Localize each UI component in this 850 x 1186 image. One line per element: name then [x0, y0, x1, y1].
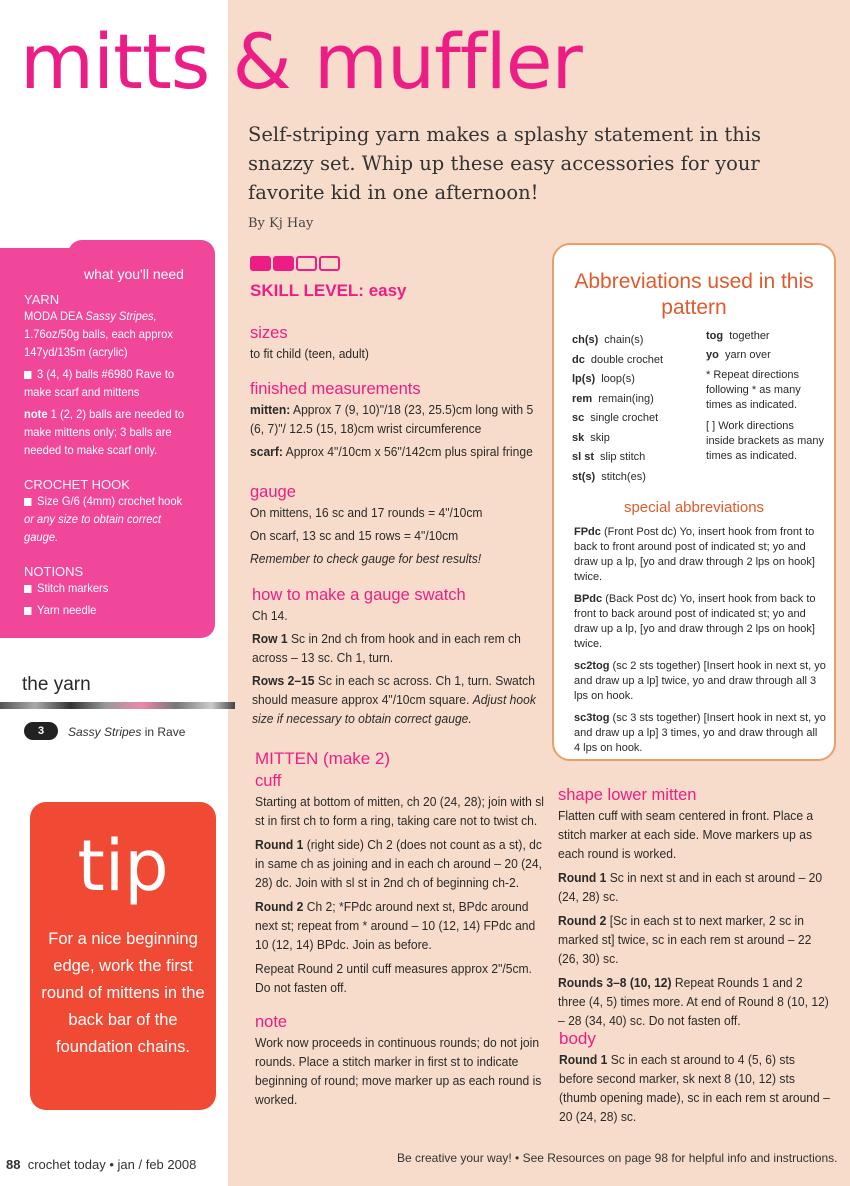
mitten-heading: MITTEN (make 2) — [255, 749, 391, 768]
scarf-label: scarf: — [250, 444, 283, 459]
lower-r3-label: Rounds 3–8 (10, 12) — [558, 975, 672, 990]
abbr-key: yo — [706, 349, 719, 361]
skill-segment — [296, 256, 317, 271]
abbr-item — [572, 390, 663, 410]
abbr-item — [572, 370, 663, 390]
abbr-item — [572, 351, 663, 371]
abbr-value: chain(s) — [604, 334, 644, 346]
abbr-value: double crochet — [590, 353, 664, 366]
cuff-heading: cuff — [255, 772, 282, 790]
yarn-weight-icon: 3 — [24, 722, 58, 740]
bullet-icon — [24, 498, 31, 506]
special-item — [574, 525, 826, 585]
abbreviation-list — [572, 331, 663, 487]
what-you-need-title: what you'll need — [84, 266, 184, 282]
repeat-text: Repeat Round 2 until cuff measures approx 2"/5cm. Do not fasten off. — [255, 961, 532, 995]
body-section — [559, 1028, 829, 1126]
special-value: (sc 2 sts together) [Insert hook in next st, yo and draw up a lp] twice, yo and draw through all 3 lps on hook. — [574, 660, 826, 702]
abbr-item — [572, 448, 663, 468]
special-key: FPdc — [574, 526, 601, 538]
abbr-key: ch(s) — [572, 334, 599, 346]
abbreviations-title: Abbreviations used in this pattern — [574, 270, 814, 319]
skill-segment — [319, 256, 340, 271]
special-item — [574, 711, 826, 756]
yarn-label: YARN — [24, 292, 60, 307]
skill-level-label: SKILL LEVEL: easy — [250, 281, 407, 300]
abbr-key: lp(s) — [572, 373, 596, 385]
special-value: (Back Post dc) Yo, insert hook from back to front to back around post of indicated st; yo and draw up a lp, [yo and draw through 2 lps on hook] twice. — [574, 593, 816, 650]
yarn-name: Sassy Stripes, — [85, 309, 157, 323]
note-heading: note — [255, 1013, 288, 1031]
special-value: (Front Post dc) Yo, insert hook from front to back to front around post of indicated st; yo and draw up a lp, [yo and draw through 2 lps on hook] twice. — [574, 526, 815, 583]
abbr-key: sk — [572, 431, 585, 444]
tip-heading: tip — [77, 825, 169, 907]
round1-text: (right side) Ch 2 (does not count as a st), dc in same ch as joining and in each ch around – 20 (24, 28) dc. Join with sl st in 2nd ch of beginning ch-2. — [255, 837, 542, 890]
gauge-line3: Remember to check gauge for best results! — [250, 551, 482, 566]
lower-heading: shape lower mitten — [558, 786, 697, 804]
bullet-icon — [24, 585, 31, 593]
abbr-value: single crochet — [590, 412, 659, 424]
abbr-item — [572, 409, 663, 429]
special-key: sc2tog — [574, 660, 610, 672]
tip-box — [30, 802, 216, 1110]
tip-text: For a nice beginning edge, work the first round of mittens in the back bar of the foundation chains. — [41, 930, 205, 1056]
cuff-text: Starting at bottom of mitten, ch 20 (24, 28); join with sl st in first ch to form a ring, taking care not to twist ch. — [255, 794, 544, 828]
lower-mitten-section — [558, 784, 828, 1030]
yarn-brand: MODA DEA — [24, 309, 83, 323]
abbr-item — [572, 429, 663, 449]
round2-label: Round 2 — [255, 899, 304, 914]
bracket-note: [ ] Work directions inside brackets as many times as indicated. — [706, 420, 824, 462]
need-note-text: 1 (2, 2) balls are needed to make mittens only; 3 balls are needed to make scarf only. — [24, 407, 185, 457]
rows-label: Rows 2–15 — [252, 673, 315, 688]
hook-item: Size G/6 (4mm) crochet hook — [37, 494, 183, 508]
abbr-item — [572, 468, 663, 488]
swatch-section — [252, 584, 542, 728]
byline: By Kj Hay — [248, 216, 314, 231]
abbreviation-list-right — [706, 327, 824, 464]
page-title: mitts & muffler — [20, 17, 582, 106]
swatch-heading: how to make a gauge swatch — [252, 586, 466, 604]
abbr-item — [706, 346, 824, 365]
lower-r2-text: [Sc in each st to next marker, 2 sc in marked st] twice, sc in each rem st around – 22 (26, 30) sc. — [558, 913, 812, 966]
skill-segment — [273, 256, 294, 271]
notion-item: Stitch markers — [37, 581, 109, 595]
sizes-section — [250, 322, 550, 363]
round1-label: Round 1 — [255, 837, 304, 852]
special-abbreviations-title: special abbreviations — [623, 499, 765, 516]
sizes-heading: sizes — [250, 324, 288, 342]
yarn-caption — [68, 725, 185, 739]
abbr-key: sl st — [572, 451, 595, 463]
page-number: 88 — [6, 1157, 21, 1172]
special-value: (sc 3 sts together) [Insert hook in next st, yo and draw up a lp] 3 times, yo and draw through all 4 lps on hook. — [574, 712, 826, 754]
abbr-key: st(s) — [572, 470, 596, 483]
footer-right: Be creative your way! • See Resources on page 98 for helpful info and instructions. — [397, 1151, 838, 1165]
special-key: sc3tog — [574, 712, 610, 724]
lower-text: Flatten cuff with seam centered in front. Place a stitch marker at each side. Move markers up as each round is worked. — [558, 808, 814, 861]
mitten-section — [255, 748, 545, 1109]
special-abbreviations — [574, 525, 826, 763]
yarn-item: 3 (4, 4) balls #6980 Rave to make scarf and mittens — [24, 367, 175, 399]
abbr-value: slip stitch — [600, 451, 646, 463]
intro-text: Self-striping yarn makes a splashy statement in this snazzy set. Whip up these easy accessories for your favorite kid in one afternoon! — [248, 123, 762, 204]
abbr-item — [706, 327, 824, 346]
star-note: * Repeat directions following * as many times as indicated. — [706, 369, 801, 411]
rows-text: Sc in each sc across. Ch 1, turn. Swatch should measure approx 4"/10cm square. — [252, 673, 535, 707]
abbr-value: stitch(es) — [601, 470, 646, 483]
row1-label: Row 1 — [252, 631, 288, 646]
round2-text: Ch 2; *FPdc around next st, BPdc around next st; repeat from * around – 10 (12, 14) FPdc and 10 (12, 14) BPdc. Join as before. — [255, 899, 536, 952]
yarn-strand-image — [0, 702, 235, 709]
yarn-caption-name: Sassy Stripes — [68, 725, 142, 739]
abbreviations-box — [552, 243, 836, 761]
body-r1-text: Sc in each st around to 4 (5, 6) sts before second marker, sk next 8 (10, 12) sts (thumb opening made), sc in each rem st around – 20 (24, 28) sc. — [559, 1052, 830, 1124]
skill-segment — [250, 256, 271, 271]
mitten-label: mitten: — [250, 402, 291, 417]
sizes-text: to fit child (teen, adult) — [250, 346, 369, 361]
bullet-icon — [24, 371, 31, 379]
hook-italic: or any size to obtain correct gauge. — [24, 512, 162, 544]
special-item — [574, 659, 826, 704]
abbr-key: tog — [706, 330, 724, 342]
footer-left — [6, 1157, 196, 1172]
abbr-value: together — [729, 330, 770, 342]
mitten-text: Approx 7 (9, 10)"/18 (23, 25.5)cm long with 5 (6, 7)"/ 12.5 (15, 18)cm wrist circumference — [250, 402, 534, 436]
measurements-section — [250, 378, 540, 461]
abbr-value: yarn over — [724, 349, 771, 361]
gauge-heading: gauge — [250, 483, 296, 501]
bullet-icon — [24, 607, 31, 615]
yarn-caption-suffix: in Rave — [144, 725, 186, 739]
row1-text: Sc in 2nd ch from hook and in each rem ch across – 13 sc. Ch 1, turn. — [252, 631, 521, 665]
abbr-value: loop(s) — [601, 373, 635, 385]
lower-r3-text: Repeat Rounds 1 and 2 three (4, 5) times more. At end of Round 8 (10, 12) – 28 (34, 40) sc. Do not fasten off. — [558, 975, 829, 1028]
body-r1-label: Round 1 — [559, 1052, 608, 1067]
yarn-desc: 1.76oz/50g balls, each approx 147yd/135m (acrylic) — [24, 327, 173, 359]
special-key: BPdc — [574, 593, 603, 605]
abbr-key: sc — [572, 412, 585, 424]
notion-item: Yarn needle — [37, 603, 97, 617]
lower-r1-label: Round 1 — [558, 870, 607, 885]
body-heading: body — [559, 1029, 596, 1048]
scarf-text: Approx 4"/10cm x 56"/142cm plus spiral fringe — [285, 444, 533, 459]
what-you-need-panel — [0, 248, 215, 638]
gauge-line1: On mittens, 16 sc and 17 rounds = 4"/10cm — [250, 505, 483, 520]
swatch-ch: Ch 14. — [252, 608, 288, 623]
abbr-key: dc — [572, 353, 585, 366]
rows-italic: Adjust hook size if necessary to obtain correct gauge. — [252, 692, 536, 726]
measurements-heading: finished measurements — [250, 380, 421, 398]
abbr-item — [572, 331, 663, 351]
gauge-line2: On scarf, 13 sc and 15 rows = 4"/10cm — [250, 528, 459, 543]
abbr-value: skip — [590, 431, 610, 444]
skill-level — [250, 280, 550, 302]
lower-r1-text: Sc in next st and in each st around – 20 (24, 28) sc. — [558, 870, 823, 904]
skill-level-meter — [250, 256, 340, 271]
special-item — [574, 592, 826, 652]
abbr-value: remain(ing) — [598, 392, 654, 405]
lower-r2-label: Round 2 — [558, 913, 607, 928]
abbr-key: rem — [572, 392, 593, 405]
magazine-info: crochet today • jan / feb 2008 — [27, 1157, 197, 1172]
the-yarn-heading: the yarn — [22, 674, 91, 695]
notions-label: NOTIONS — [24, 564, 84, 579]
note-text: Work now proceeds in continuous rounds; do not join rounds. Place a stitch marker in first st to indicate beginning of round; move marker up as each round is worked. — [255, 1035, 542, 1107]
gauge-section — [250, 481, 540, 568]
hook-label: CROCHET HOOK — [24, 477, 130, 492]
need-note-label: note — [24, 407, 48, 421]
